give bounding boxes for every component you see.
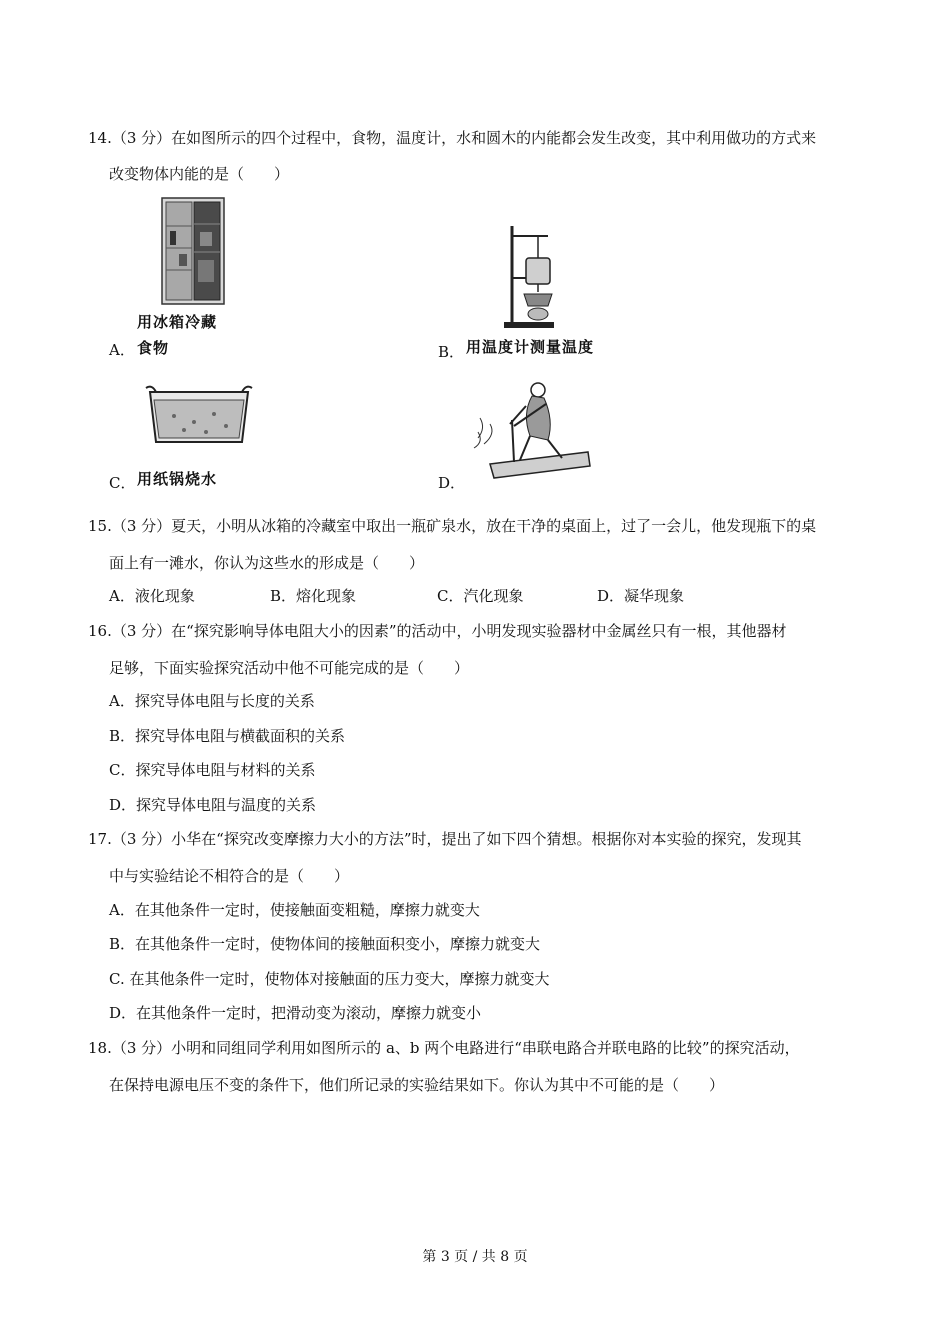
- q17-option-c: C. 在其他条件一定时，使物体对接触面的压力变大，摩擦力就变大: [109, 970, 550, 988]
- q18-number: 18.: [88, 1039, 112, 1057]
- thermometer-stand-figure: [500, 222, 560, 330]
- q14-line1: 14.（3 分）在如图所示的四个过程中，食物，温度计，水和圆木的内能都会发生改变，其中利用做功的方式来: [88, 129, 817, 147]
- q17-option-b: B．在其他条件一定时，使物体间的接触面积变小，摩擦力就变大: [109, 935, 541, 953]
- q14-line2: 改变物体内能的是（ ）: [109, 165, 290, 183]
- q15-option-a: A．液化现象: [109, 587, 195, 605]
- q16-option-a: A．探究导体电阻与长度的关系: [109, 692, 315, 710]
- q18-line2: 在保持电源电压不变的条件下，他们所记录的实验结果如下。你认为其中不可能的是（ ）: [109, 1076, 725, 1094]
- q17-number: 17.: [88, 830, 112, 848]
- q14-option-a-letter: A．: [109, 341, 135, 359]
- paper-pot-figure: [144, 380, 254, 450]
- q16-option-b: B．探究导体电阻与横截面积的关系: [109, 727, 346, 745]
- q18-line1: 18.（3 分）小明和同组同学利用如图所示的 a、b 两个电路进行“串联电路合并联电路的比较”的探究活动，: [88, 1039, 800, 1057]
- q15-number: 15.: [88, 517, 112, 535]
- q15-option-d: D．凝华现象: [597, 587, 685, 605]
- option-c-caption: 用纸锅烧水: [137, 470, 218, 488]
- q16-option-c: C．探究导体电阻与材料的关系: [109, 761, 316, 779]
- q16-number: 16.: [88, 622, 112, 640]
- q15-line2: 面上有一滩水，你认为这些水的形成是（ ）: [109, 554, 425, 572]
- q14-option-d-letter: D．: [438, 474, 466, 492]
- option-a-caption-line2: 食物: [137, 339, 170, 357]
- q16-option-d: D．探究导体电阻与温度的关系: [109, 796, 317, 814]
- q14-option-b-letter: B．: [438, 343, 465, 361]
- option-b-caption: 用温度计测量温度: [466, 338, 595, 356]
- q15-option-c: C．汽化现象: [437, 587, 524, 605]
- q15-line1: 15.（3 分）夏天，小明从冰箱的冷藏室中取出一瓶矿泉水，放在干净的桌面上，过了一会儿，他发现瓶下的桌: [88, 517, 817, 535]
- q14-number: 14.: [88, 129, 112, 147]
- q15-option-b: B．熔化现象: [270, 587, 357, 605]
- fridge-figure: [160, 196, 226, 306]
- q14-option-c-letter: C．: [109, 474, 136, 492]
- q16-line1: 16.（3 分）在“探究影响导体电阻大小的因素”的活动中，小明发现实验器材中金属丝只有一根，其他器材: [88, 622, 787, 640]
- q17-line2: 中与实验结论不相符合的是（ ）: [109, 867, 350, 885]
- q17-line1: 17.（3 分）小华在“探究改变摩擦力大小的方法”时，提出了如下四个猜想。根据你对本实验的探究，发现其: [88, 830, 802, 848]
- q17-option-d: D．在其他条件一定时，把滑动变为滚动，摩擦力就变小: [109, 1004, 482, 1022]
- page-footer: 第 3 页 / 共 8 页: [422, 1249, 528, 1265]
- q17-option-a: A．在其他条件一定时，使接触面变粗糙，摩擦力就变大: [109, 901, 480, 919]
- option-a-caption-line1: 用冰箱冷藏: [137, 313, 218, 331]
- q16-line2: 足够，下面实验探究活动中他不可能完成的是（ ）: [109, 659, 470, 677]
- fire-drill-figure: [470, 380, 595, 480]
